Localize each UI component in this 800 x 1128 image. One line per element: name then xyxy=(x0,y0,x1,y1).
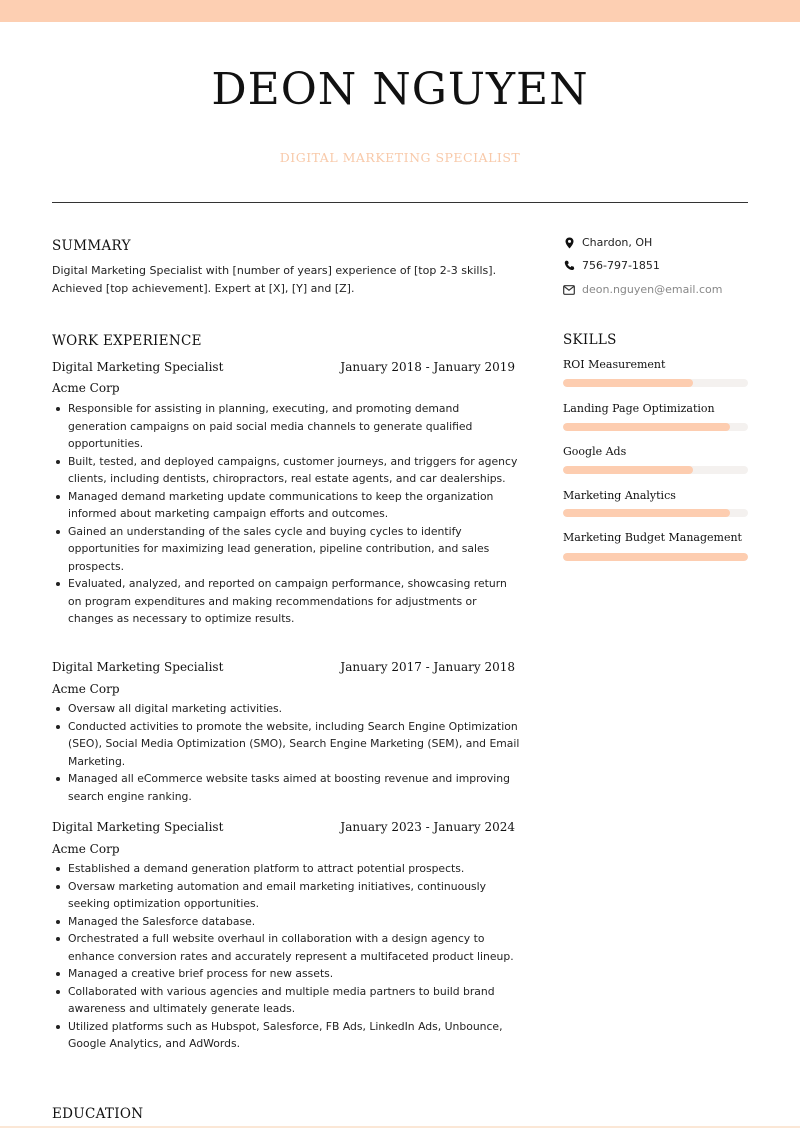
education-heading: EDUCATION xyxy=(52,1106,144,1122)
skill-name: Marketing Analytics xyxy=(563,489,676,502)
skill-bar xyxy=(563,423,748,431)
email-link[interactable]: deon.nguyen@email.com xyxy=(582,283,723,296)
bullet-item: Utilized platforms such as Hubspot, Salesforce, FB Ads, LinkedIn Ads, Unbounce, Google Analytics, and AdWords. xyxy=(52,1018,520,1053)
map-pin-icon xyxy=(563,237,575,249)
bullet-item: Orchestrated a full website overhaul in collaboration with a design agency to enhance conversion rates and accurately represent a multifaceted product lineup. xyxy=(52,930,520,965)
job-title: Digital Marketing Specialist xyxy=(52,360,224,374)
skill-bar-fill xyxy=(563,509,730,517)
bullet-item: Managed all eCommerce website tasks aimed at boosting revenue and improving search engine ranking. xyxy=(52,770,520,805)
job-title: Digital Marketing Specialist xyxy=(52,820,224,834)
skills-heading: SKILLS xyxy=(563,332,617,348)
skill-name: ROI Measurement xyxy=(563,358,666,371)
job-bullets xyxy=(52,860,520,1053)
bullet-item: Responsible for assisting in planning, executing, and promoting demand generation campaigns on paid social media channels to generate qualified opportunities. xyxy=(52,400,520,453)
bullet-item: Managed the Salesforce database. xyxy=(52,913,520,931)
bullet-item: Gained an understanding of the sales cycle and buying cycles to identify opportunities for maximizing lead generation, pipeline contribution, and sales prospects. xyxy=(52,523,520,576)
bullet-item: Evaluated, analyzed, and reported on campaign performance, showcasing return on program expenditures and making recommendations for adjustments or changes as necessary to optimize results. xyxy=(52,575,520,628)
skill-bar-fill xyxy=(563,423,730,431)
contact-location xyxy=(563,236,652,249)
bullet-item: Oversaw all digital marketing activities. xyxy=(52,700,520,718)
skill-name: Google Ads xyxy=(563,445,627,458)
phone-icon xyxy=(563,260,575,272)
job-company: Acme Corp xyxy=(52,682,120,696)
location-text: Chardon, OH xyxy=(582,236,653,249)
job-company: Acme Corp xyxy=(52,381,120,395)
job-dates: January 2023 - January 2024 xyxy=(340,820,515,834)
bullet-item: Managed demand marketing update communications to keep the organization informed about marketing campaign efforts and outcomes. xyxy=(52,488,520,523)
bullet-item: Built, tested, and deployed campaigns, customer journeys, and triggers for agency clients, including dentists, chiropractors, real estate agents, and car dealerships. xyxy=(52,453,520,488)
bullet-item: Oversaw marketing automation and email marketing initiatives, continuously seeking optimization opportunities. xyxy=(52,878,520,913)
phone-text: 756-797-1851 xyxy=(582,259,660,272)
summary-line: Digital Marketing Specialist with [number of years] experience of [top 2-3 skills]. xyxy=(52,264,497,277)
candidate-name: DEON NGUYEN xyxy=(211,64,589,115)
job-dates: January 2018 - January 2019 xyxy=(340,360,515,374)
work-experience-heading: WORK EXPERIENCE xyxy=(52,333,202,349)
job-company: Acme Corp xyxy=(52,842,120,856)
accent-top-bar xyxy=(0,0,800,22)
summary-line: Achieved [top achievement]. Expert at [X], [Y] and [Z]. xyxy=(52,282,355,295)
job-bullets xyxy=(52,700,520,805)
header-divider xyxy=(52,202,748,203)
envelope-icon xyxy=(563,284,575,296)
job-title: Digital Marketing Specialist xyxy=(52,660,224,674)
skill-name: Landing Page Optimization xyxy=(563,402,715,415)
bullet-item: Established a demand generation platform to attract potential prospects. xyxy=(52,860,520,878)
job-bullets xyxy=(52,400,520,628)
summary-heading: SUMMARY xyxy=(52,238,131,254)
skill-name: Marketing Budget Management xyxy=(563,531,742,544)
skill-bar-fill xyxy=(563,466,693,474)
bullet-item: Managed a creative brief process for new assets. xyxy=(52,965,520,983)
skill-bar xyxy=(563,553,748,561)
candidate-title: DIGITAL MARKETING SPECIALIST xyxy=(279,150,521,165)
bullet-item: Conducted activities to promote the website, including Search Engine Optimization (SEO), Social Media Optimization (SMO), Search Engine Marketing (SEM), and Email Marketing. xyxy=(52,718,520,771)
skill-bar xyxy=(563,466,748,474)
skill-bar-fill xyxy=(563,553,748,561)
skill-bar xyxy=(563,509,748,517)
job-dates: January 2017 - January 2018 xyxy=(340,660,515,674)
bullet-item: Collaborated with various agencies and multiple media partners to build brand awareness and ultimately generate leads. xyxy=(52,983,520,1018)
contact-phone xyxy=(563,259,660,272)
skill-bar xyxy=(563,379,748,387)
skill-bar-fill xyxy=(563,379,693,387)
contact-email[interactable] xyxy=(563,283,722,296)
summary-text xyxy=(52,262,522,298)
